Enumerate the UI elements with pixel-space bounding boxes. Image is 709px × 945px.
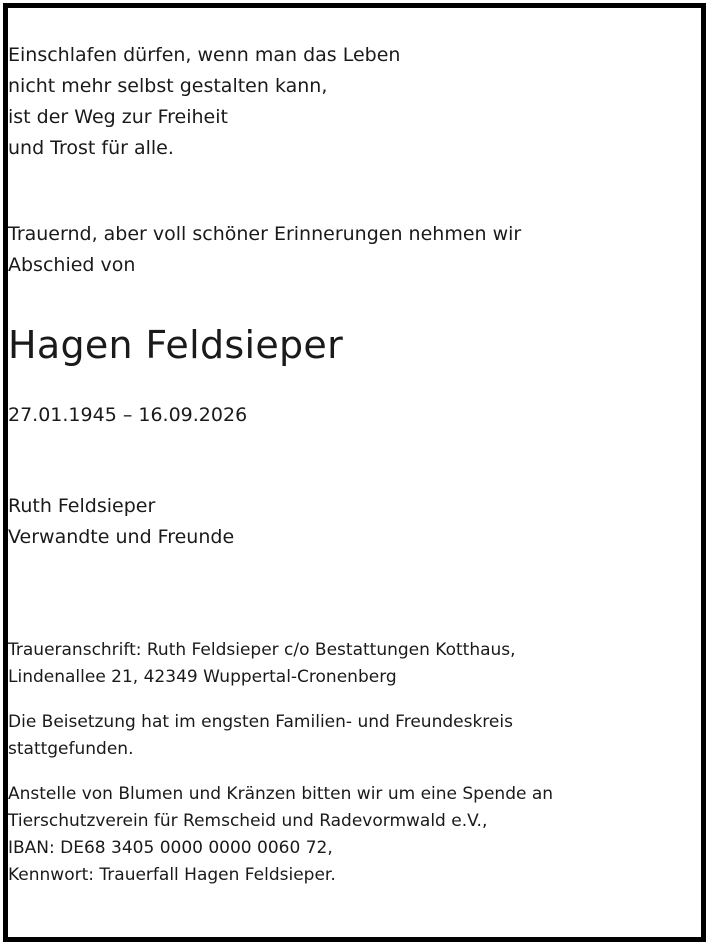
donation-request bbox=[8, 781, 701, 889]
memorial-verse bbox=[8, 40, 701, 164]
verse-line: ist der Weg zur Freiheit bbox=[8, 106, 228, 128]
obituary-notice-frame bbox=[3, 3, 706, 942]
intro-line: Trauernd, aber voll schöner Erinnerungen nehmen wir bbox=[8, 223, 522, 245]
verse-line: nicht mehr selbst gestalten kann, bbox=[8, 75, 328, 97]
verse-line: Einschlafen dürfen, wenn man das Leben bbox=[8, 44, 401, 66]
intro-line: Abschied von bbox=[8, 254, 136, 276]
donation-iban: IBAN: DE68 3405 0000 0000 0060 72, bbox=[8, 838, 333, 858]
mourners-list bbox=[8, 491, 701, 553]
mourning-address bbox=[8, 637, 701, 691]
deceased-name: Hagen Feldsieper bbox=[8, 323, 344, 367]
mourner-line: Verwandte und Freunde bbox=[8, 526, 235, 548]
address-line: Lindenallee 21, 42349 Wuppertal-Cronenberg bbox=[8, 667, 397, 687]
funeral-note bbox=[8, 709, 701, 763]
notice-details bbox=[8, 637, 701, 907]
funeral-line: Die Beisetzung hat im engsten Familien- und Freundeskreis bbox=[8, 712, 513, 732]
address-line: Traueranschrift: Ruth Feldsieper c/o Bestattungen Kotthaus, bbox=[8, 640, 516, 660]
donation-line: Tierschutzverein für Remscheid und Radevormwald e.V., bbox=[8, 811, 488, 831]
verse-line: und Trost für alle. bbox=[8, 137, 174, 159]
donation-line: Anstelle von Blumen und Kränzen bitten wir um eine Spende an bbox=[8, 784, 554, 804]
funeral-line: stattgefunden. bbox=[8, 739, 134, 759]
life-dates: 27.01.1945 – 16.09.2026 bbox=[8, 404, 248, 426]
donation-keyword: Kennwort: Trauerfall Hagen Feldsieper. bbox=[8, 865, 336, 885]
farewell-intro bbox=[8, 219, 701, 281]
mourner-line: Ruth Feldsieper bbox=[8, 495, 156, 517]
